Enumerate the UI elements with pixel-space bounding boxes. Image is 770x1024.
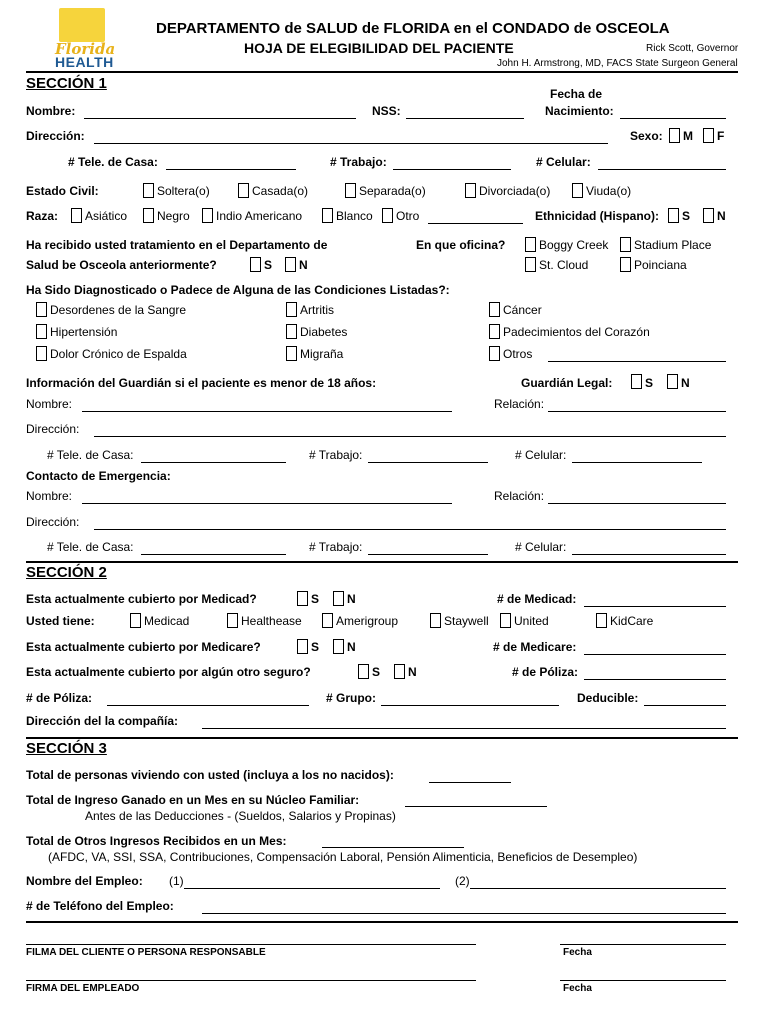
- emergencia-trabajo-field[interactable]: [368, 554, 488, 555]
- medicare-question: Esta actualmente cubierto por Medicare?: [26, 640, 261, 654]
- emergencia-celular-label: # Celular:: [515, 540, 567, 554]
- logo-health-text: HEALTH: [55, 54, 114, 70]
- st-cloud-label: St. Cloud: [539, 258, 589, 272]
- artritis-checkbox[interactable]: [286, 302, 297, 317]
- soltera-checkbox[interactable]: [143, 183, 154, 198]
- tel-casa-label: # Tele. de Casa:: [68, 155, 158, 169]
- fecha-cliente-field[interactable]: [560, 944, 726, 945]
- guardian-direccion-label: Dirección:: [26, 422, 80, 436]
- raza-label: Raza:: [26, 209, 59, 223]
- hispano-n-checkbox[interactable]: [703, 208, 714, 223]
- otro-seguro-s-label: S: [372, 665, 381, 679]
- artritis-label: Artritis: [300, 303, 334, 317]
- stadium-place-checkbox[interactable]: [620, 237, 631, 252]
- section-2-title: SECCIÓN 2: [26, 564, 107, 581]
- poliza-right-field[interactable]: [584, 679, 726, 680]
- sexo-label: Sexo:: [630, 129, 663, 143]
- casada-label: Casada(o): [252, 184, 309, 198]
- indio-americano-checkbox[interactable]: [202, 208, 213, 223]
- diabetes-checkbox[interactable]: [286, 324, 297, 339]
- plan-united-checkbox[interactable]: [500, 613, 511, 628]
- cancer-checkbox[interactable]: [489, 302, 500, 317]
- viuda-checkbox[interactable]: [572, 183, 583, 198]
- sexo-f-label: F: [717, 129, 725, 143]
- medicare-n-label: N: [347, 640, 356, 654]
- tratamiento-s-label: S: [264, 258, 273, 272]
- grupo-label: # Grupo:: [326, 691, 376, 705]
- otros-cond-label: Otros: [503, 347, 533, 361]
- plan-amerigroup-label: Amerigroup: [336, 614, 399, 628]
- empleo-2-label: (2): [455, 874, 470, 888]
- diabetes-label: Diabetes: [300, 325, 348, 339]
- boggy-creek-label: Boggy Creek: [539, 238, 609, 252]
- divider: [26, 561, 738, 563]
- guardian-tel-casa-field[interactable]: [141, 462, 286, 463]
- emergencia-direccion-field[interactable]: [94, 529, 726, 530]
- plan-staywell-checkbox[interactable]: [430, 613, 441, 628]
- sexo-f-checkbox[interactable]: [703, 128, 714, 143]
- deducible-field[interactable]: [644, 705, 726, 706]
- fecha-empleado-field[interactable]: [560, 980, 726, 981]
- logo-florida-text: Florida: [55, 40, 116, 58]
- otros-cond-checkbox[interactable]: [489, 346, 500, 361]
- tel-empleo-label: # de Teléfono del Empleo:: [26, 899, 174, 913]
- estado-civil-label: Estado Civil:: [26, 184, 99, 198]
- celular-field[interactable]: [598, 169, 726, 170]
- otro-seguro-question: Esta actualmente cubierto por algún otro seguro?: [26, 665, 311, 679]
- plan-healthease-label: Healthease: [241, 614, 302, 628]
- hipertension-checkbox[interactable]: [36, 324, 47, 339]
- florida-health-logo: [55, 8, 116, 70]
- emergencia-tel-casa-field[interactable]: [141, 554, 286, 555]
- tratamiento-n-label: N: [299, 258, 308, 272]
- compania-field[interactable]: [202, 728, 726, 729]
- dob-field[interactable]: [620, 118, 726, 119]
- emergencia-nombre-field[interactable]: [82, 503, 452, 504]
- medicaid-n-checkbox[interactable]: [333, 591, 344, 606]
- medicaid-s-checkbox[interactable]: [297, 591, 308, 606]
- separada-checkbox[interactable]: [345, 183, 356, 198]
- plan-united-label: United: [514, 614, 549, 628]
- trabajo-label: # Trabajo:: [330, 155, 387, 169]
- guardian-celular-label: # Celular:: [515, 448, 567, 462]
- emergencia-nombre-label: Nombre:: [26, 489, 73, 503]
- hispano-n-label: N: [717, 209, 726, 223]
- st-cloud-checkbox[interactable]: [525, 257, 536, 272]
- guardian-celular-field[interactable]: [572, 462, 702, 463]
- nombre-label: Nombre:: [26, 104, 76, 118]
- corazon-checkbox[interactable]: [489, 324, 500, 339]
- casada-checkbox[interactable]: [238, 183, 249, 198]
- otro-seguro-n-label: N: [408, 665, 417, 679]
- poliza-label: # de Póliza:: [26, 691, 93, 705]
- divider: [26, 71, 738, 73]
- dob-label-line2: Nacimiento:: [545, 104, 614, 118]
- guardian-n-checkbox[interactable]: [667, 374, 678, 389]
- guardian-relacion-field[interactable]: [548, 411, 726, 412]
- governor-label: Rick Scott, Governor: [646, 43, 739, 54]
- compania-label: Dirección del la compañía:: [26, 714, 179, 728]
- espalda-label: Dolor Crónico de Espalda: [50, 347, 187, 361]
- oficina-label: En que oficina?: [416, 238, 506, 252]
- section-3-title: SECCIÓN 3: [26, 740, 107, 757]
- deducible-label: Deducible:: [577, 691, 639, 705]
- guardian-legal-label: Guardián Legal:: [521, 376, 613, 390]
- plan-healthease-checkbox[interactable]: [227, 613, 238, 628]
- guardian-trabajo-label: # Trabajo:: [309, 448, 363, 462]
- hispano-s-checkbox[interactable]: [668, 208, 679, 223]
- guardian-trabajo-field[interactable]: [368, 462, 488, 463]
- soltera-label: Soltera(o): [157, 184, 210, 198]
- medicare-num-label: # de Medicare:: [493, 640, 577, 654]
- firma-cliente-label: FILMA DEL CLIENTE O PERSONA RESPONSABLE: [26, 947, 266, 958]
- plan-amerigroup-checkbox[interactable]: [322, 613, 333, 628]
- nss-label: NSS:: [372, 104, 401, 118]
- fecha-cliente-label: Fecha: [563, 947, 592, 958]
- tel-empleo-field[interactable]: [202, 913, 726, 914]
- divorciada-checkbox[interactable]: [465, 183, 476, 198]
- migrana-checkbox[interactable]: [286, 346, 297, 361]
- section-1-title: SECCIÓN 1: [26, 75, 107, 92]
- nombre-field[interactable]: [84, 118, 356, 119]
- poinciana-label: Poinciana: [634, 258, 687, 272]
- divider: [26, 921, 738, 923]
- medicaid-s-label: S: [311, 592, 320, 606]
- corazon-label: Padecimientos del Corazón: [503, 325, 650, 339]
- ingreso-field[interactable]: [405, 806, 547, 807]
- plan-kidcare-checkbox[interactable]: [596, 613, 607, 628]
- tratamiento-question-line2: Salud be Osceola anteriormente?: [26, 258, 217, 272]
- grupo-field[interactable]: [381, 705, 559, 706]
- plan-medicad-label: Medicad: [144, 614, 190, 628]
- otro-raza-checkbox[interactable]: [382, 208, 393, 223]
- poinciana-checkbox[interactable]: [620, 257, 631, 272]
- form-subtitle: HOJA DE ELEGIBILIDAD DEL PACIENTE: [244, 40, 514, 56]
- empleo-label: Nombre del Empleo:: [26, 874, 143, 888]
- poliza-right-label: # de Póliza:: [512, 665, 579, 679]
- nss-field[interactable]: [406, 118, 524, 119]
- medicaid-n-label: N: [347, 592, 356, 606]
- cancer-label: Cáncer: [503, 303, 542, 317]
- indio-americano-label: Indio Americano: [216, 209, 303, 223]
- dob-label-line1: Fecha de: [550, 87, 603, 101]
- otros-ingresos-field[interactable]: [322, 847, 464, 848]
- viuda-label: Viuda(o): [586, 184, 632, 198]
- sun-icon: [59, 8, 105, 42]
- firma-empleado-field[interactable]: [26, 980, 476, 981]
- boggy-creek-checkbox[interactable]: [525, 237, 536, 252]
- direccion-label: Dirección:: [26, 129, 85, 143]
- medicaid-question: Esta actualmente cubierto por Medicad?: [26, 592, 257, 606]
- asiatico-label: Asiático: [85, 209, 128, 223]
- hispano-s-label: S: [682, 209, 691, 223]
- emergencia-tel-casa-label: # Tele. de Casa:: [47, 540, 134, 554]
- otros-ingresos-sub-label: (AFDC, VA, SSI, SSA, Contribuciones, Compensación Laboral, Pensión Alimenticia, Beneficios de Desempleo): [48, 850, 638, 864]
- guardian-nombre-field[interactable]: [82, 411, 452, 412]
- stadium-place-label: Stadium Place: [634, 238, 712, 252]
- guardian-direccion-field[interactable]: [94, 436, 726, 437]
- medicare-n-checkbox[interactable]: [333, 639, 344, 654]
- emergencia-celular-field[interactable]: [572, 554, 726, 555]
- usted-tiene-label: Usted tiene:: [26, 614, 95, 628]
- plan-staywell-label: Staywell: [444, 614, 489, 628]
- otros-ingresos-label: Total de Otros Ingresos Recibidos en un Mes:: [26, 834, 287, 848]
- guardian-s-label: S: [645, 376, 654, 390]
- trabajo-field[interactable]: [393, 169, 511, 170]
- otro-raza-field[interactable]: [428, 223, 523, 224]
- ingreso-sub-label: Antes de las Deducciones - (Sueldos, Salarios y Propinas): [85, 809, 396, 823]
- sexo-m-checkbox[interactable]: [669, 128, 680, 143]
- diagnostico-question: Ha Sido Diagnosticado o Padece de Alguna de las Condiciones Listadas?:: [26, 283, 450, 297]
- guardian-relacion-label: Relación:: [494, 397, 545, 411]
- separada-label: Separada(o): [359, 184, 426, 198]
- negro-label: Negro: [157, 209, 190, 223]
- asiatico-checkbox[interactable]: [71, 208, 82, 223]
- emergencia-label: Contacto de Emergencia:: [26, 469, 171, 483]
- tratamiento-question-line1: Ha recibido usted tratamiento en el Departamento de: [26, 238, 328, 252]
- guardian-info-label: Información del Guardián si el paciente es menor de 18 años:: [26, 376, 377, 390]
- migrana-label: Migraña: [300, 347, 344, 361]
- emergencia-trabajo-label: # Trabajo:: [309, 540, 363, 554]
- sangre-label: Desordenes de la Sangre: [50, 303, 187, 317]
- etnicidad-label: Ethnicidad (Hispano):: [535, 209, 659, 223]
- emergencia-relacion-field[interactable]: [548, 503, 726, 504]
- direccion-field[interactable]: [94, 143, 608, 144]
- blanco-checkbox[interactable]: [322, 208, 333, 223]
- personas-label: Total de personas viviendo con usted (incluya a los no nacidos):: [26, 768, 394, 782]
- sangre-checkbox[interactable]: [36, 302, 47, 317]
- empleo-2-field[interactable]: [470, 888, 726, 889]
- guardian-n-label: N: [681, 376, 690, 390]
- negro-checkbox[interactable]: [143, 208, 154, 223]
- blanco-label: Blanco: [336, 209, 373, 223]
- empleo-1-label: (1): [169, 874, 184, 888]
- medicare-s-label: S: [311, 640, 320, 654]
- emergencia-relacion-label: Relación:: [494, 489, 545, 503]
- medicaid-num-field[interactable]: [584, 606, 726, 607]
- firma-empleado-label: FIRMA DEL EMPLEADO: [26, 983, 140, 994]
- plan-medicad-checkbox[interactable]: [130, 613, 141, 628]
- tratamiento-s-checkbox[interactable]: [250, 257, 261, 272]
- surgeon-general-label: John H. Armstrong, MD, FACS State Surgeon General: [497, 58, 738, 69]
- tel-casa-field[interactable]: [166, 169, 296, 170]
- sexo-m-label: M: [683, 129, 693, 143]
- personas-field[interactable]: [429, 782, 511, 783]
- fecha-empleado-label: Fecha: [563, 983, 592, 994]
- medicare-num-field[interactable]: [584, 654, 726, 655]
- ingreso-label: Total de Ingreso Ganado en un Mes en su Núcleo Familiar:: [26, 793, 360, 807]
- medicaid-num-label: # de Medicad:: [497, 592, 577, 606]
- tratamiento-n-checkbox[interactable]: [285, 257, 296, 272]
- emergencia-direccion-label: Dirección:: [26, 515, 80, 529]
- divider: [26, 737, 738, 739]
- plan-kidcare-label: KidCare: [610, 614, 654, 628]
- guardian-s-checkbox[interactable]: [631, 374, 642, 389]
- otro-raza-label: Otro: [396, 209, 420, 223]
- guardian-tel-casa-label: # Tele. de Casa:: [47, 448, 134, 462]
- otro-seguro-n-checkbox[interactable]: [394, 664, 405, 679]
- otro-seguro-s-checkbox[interactable]: [358, 664, 369, 679]
- divorciada-label: Divorciada(o): [479, 184, 551, 198]
- form-title: DEPARTAMENTO de SALUD de FLORIDA en el CONDADO de OSCEOLA: [156, 20, 670, 37]
- otros-cond-field[interactable]: [548, 361, 726, 362]
- celular-label: # Celular:: [536, 155, 591, 169]
- firma-cliente-field[interactable]: [26, 944, 476, 945]
- espalda-checkbox[interactable]: [36, 346, 47, 361]
- medicare-s-checkbox[interactable]: [297, 639, 308, 654]
- poliza-field[interactable]: [107, 705, 309, 706]
- hipertension-label: Hipertensión: [50, 325, 118, 339]
- empleo-1-field[interactable]: [184, 888, 440, 889]
- guardian-nombre-label: Nombre:: [26, 397, 73, 411]
